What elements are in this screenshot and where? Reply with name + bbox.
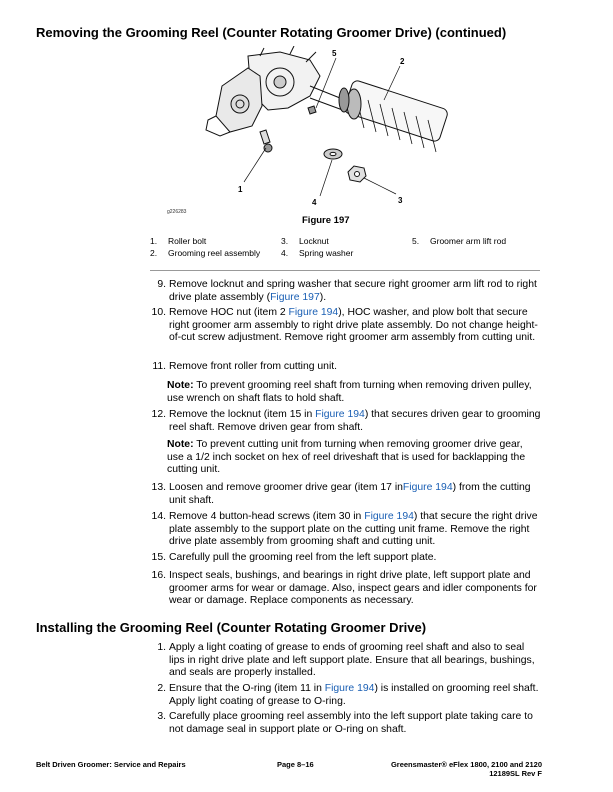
step-number: 2. — [157, 683, 166, 694]
legend-num: 3. — [281, 236, 289, 246]
legend-num: 1. — [150, 236, 158, 246]
step-text: Remove front roller from cutting unit. — [169, 361, 338, 372]
step-text: Remove locknut and spring washer that secure right groomer arm lift rod to right drive plate assembly ( — [169, 279, 537, 303]
divider — [150, 270, 540, 271]
step-number: 14. — [151, 511, 166, 522]
step-text: Carefully pull the grooming reel from the left support plate. — [169, 552, 437, 563]
legend-label: Grooming reel assembly — [168, 248, 261, 258]
step-number: 1. — [157, 642, 166, 653]
legend-label: Roller bolt — [168, 236, 207, 246]
note — [167, 439, 541, 477]
legend-item — [281, 236, 329, 246]
note-label: Note: — [167, 439, 194, 450]
legend-item — [281, 248, 353, 258]
step-12 — [150, 409, 542, 434]
footer-section-title: Belt Driven Groomer: Service and Repairs — [36, 760, 186, 769]
figure-194-link[interactable]: Figure 194 — [324, 683, 375, 694]
legend-item — [150, 236, 206, 246]
step-text: Loosen and remove groomer drive gear (item 17 in — [169, 482, 403, 493]
step-text: Remove the locknut (item 15 in — [169, 409, 316, 420]
figure-197-illustration — [160, 46, 460, 218]
step-number: 16. — [151, 570, 166, 581]
legend-label: Groomer arm lift rod — [430, 236, 507, 246]
step-text-end: ) that secure the right drive plate assembly to the support plate on the cutting unit frame. Remove the right drive plate assembly from grooming shaft and cutting unit. — [169, 511, 538, 548]
footer-page-number: Page 8–16 — [277, 760, 314, 769]
page-heading: Removing the Grooming Reel (Counter Rotating Groomer Drive) (continued) — [36, 25, 507, 40]
footer-product-line: Greensmaster® eFlex 1800, 2100 and 2120 — [390, 760, 542, 769]
step-13 — [150, 482, 542, 507]
step-15 — [150, 552, 542, 565]
legend-label: Locknut — [299, 236, 329, 246]
step-text: Remove 4 button-head screws (item 30 in — [169, 511, 365, 522]
step-number: 11. — [152, 361, 166, 372]
legend-num: 4. — [281, 248, 289, 258]
note-label: Note: — [167, 380, 194, 391]
legend-num: 2. — [150, 248, 158, 258]
step-text-end: ), HOC washer, and plow bolt that secure right groomer arm assembly to right drive plate assembly. Do not change height-of-cut screw adjustment. Remove right groomer arm assembly from cutting unit. — [169, 307, 538, 344]
install-step-3 — [150, 711, 542, 736]
step-text-end: ) that secures driven gear to grooming reel shaft. Remove driven gear from shaft. — [169, 409, 541, 433]
step-text-end: ). — [319, 291, 327, 303]
step-text: Ensure that the O-ring (item 11 in — [169, 683, 325, 694]
callout-5: 5 — [332, 49, 337, 58]
step-text: Carefully place grooming reel assembly into the left support plate taking care to not damage seal in support plate or O-ring on shaft. — [169, 711, 533, 735]
figure-caption: Figure 197 — [302, 215, 350, 226]
step-number: 12. — [151, 409, 166, 420]
step-16 — [150, 570, 542, 608]
figure-194-link[interactable]: Figure 194 — [364, 511, 414, 522]
step-9 — [150, 279, 542, 304]
step-text: Remove HOC nut (item 2 — [169, 307, 289, 318]
figure-197-link[interactable]: Figure 197 — [270, 291, 320, 303]
figure-194-link[interactable]: Figure 194 — [402, 482, 453, 493]
step-number: 13. — [151, 482, 166, 493]
figure-194-link[interactable]: Figure 194 — [315, 409, 365, 420]
legend-num: 5. — [412, 236, 420, 246]
section-heading: Installing the Grooming Reel (Counter Rotating Groomer Drive) — [36, 620, 427, 635]
callout-2: 2 — [400, 57, 405, 66]
callout-3: 3 — [398, 196, 403, 205]
step-14 — [150, 511, 542, 549]
step-text: Inspect seals, bushings, and bearings in right drive plate, left support plate and groomer arms for wear or damage. Also, inspect gears and idler components for wear or damage. Replace components as necessary. — [169, 570, 537, 607]
step-text-end: ) from the cutting unit shaft. — [169, 482, 531, 506]
step-11 — [150, 361, 542, 374]
footer-product — [391, 760, 542, 778]
callout-1: 1 — [238, 185, 243, 194]
step-10 — [150, 307, 542, 345]
legend-item — [150, 248, 260, 258]
callout-4: 4 — [312, 198, 317, 207]
install-step-2 — [150, 683, 542, 708]
note-text: To prevent grooming reel shaft from turning when removing driven pulley, use wrench on shaft flats to hold shaft. — [167, 380, 532, 404]
step-number: 3. — [157, 711, 166, 722]
note — [167, 380, 541, 405]
figure-194-link[interactable]: Figure 194 — [288, 307, 339, 318]
legend-label: Spring washer — [299, 248, 354, 258]
step-text: Apply a light coating of grease to ends of grooming reel shaft and also to seal lips in right drive plate and left support plate. Ensure that all bearings, bushings, and seals are properly installed. — [169, 642, 535, 679]
footer-revision: 12189SL Rev F — [489, 769, 542, 778]
note-text: To prevent cutting unit from turning when removing groomer drive gear, use a 1/2 inch socket on hex of reel driveshaft that is used for backlapping the cutting unit. — [167, 439, 526, 476]
step-number: 9. — [157, 279, 166, 290]
step-number: 15. — [151, 552, 166, 563]
step-number: 10. — [151, 307, 166, 318]
figure-code: g226283 — [167, 209, 187, 215]
legend-item — [412, 236, 506, 246]
step-text-end: ) is installed on grooming reel shaft. Apply light coating of grease to O-ring. — [169, 683, 539, 707]
install-step-1 — [150, 642, 542, 680]
